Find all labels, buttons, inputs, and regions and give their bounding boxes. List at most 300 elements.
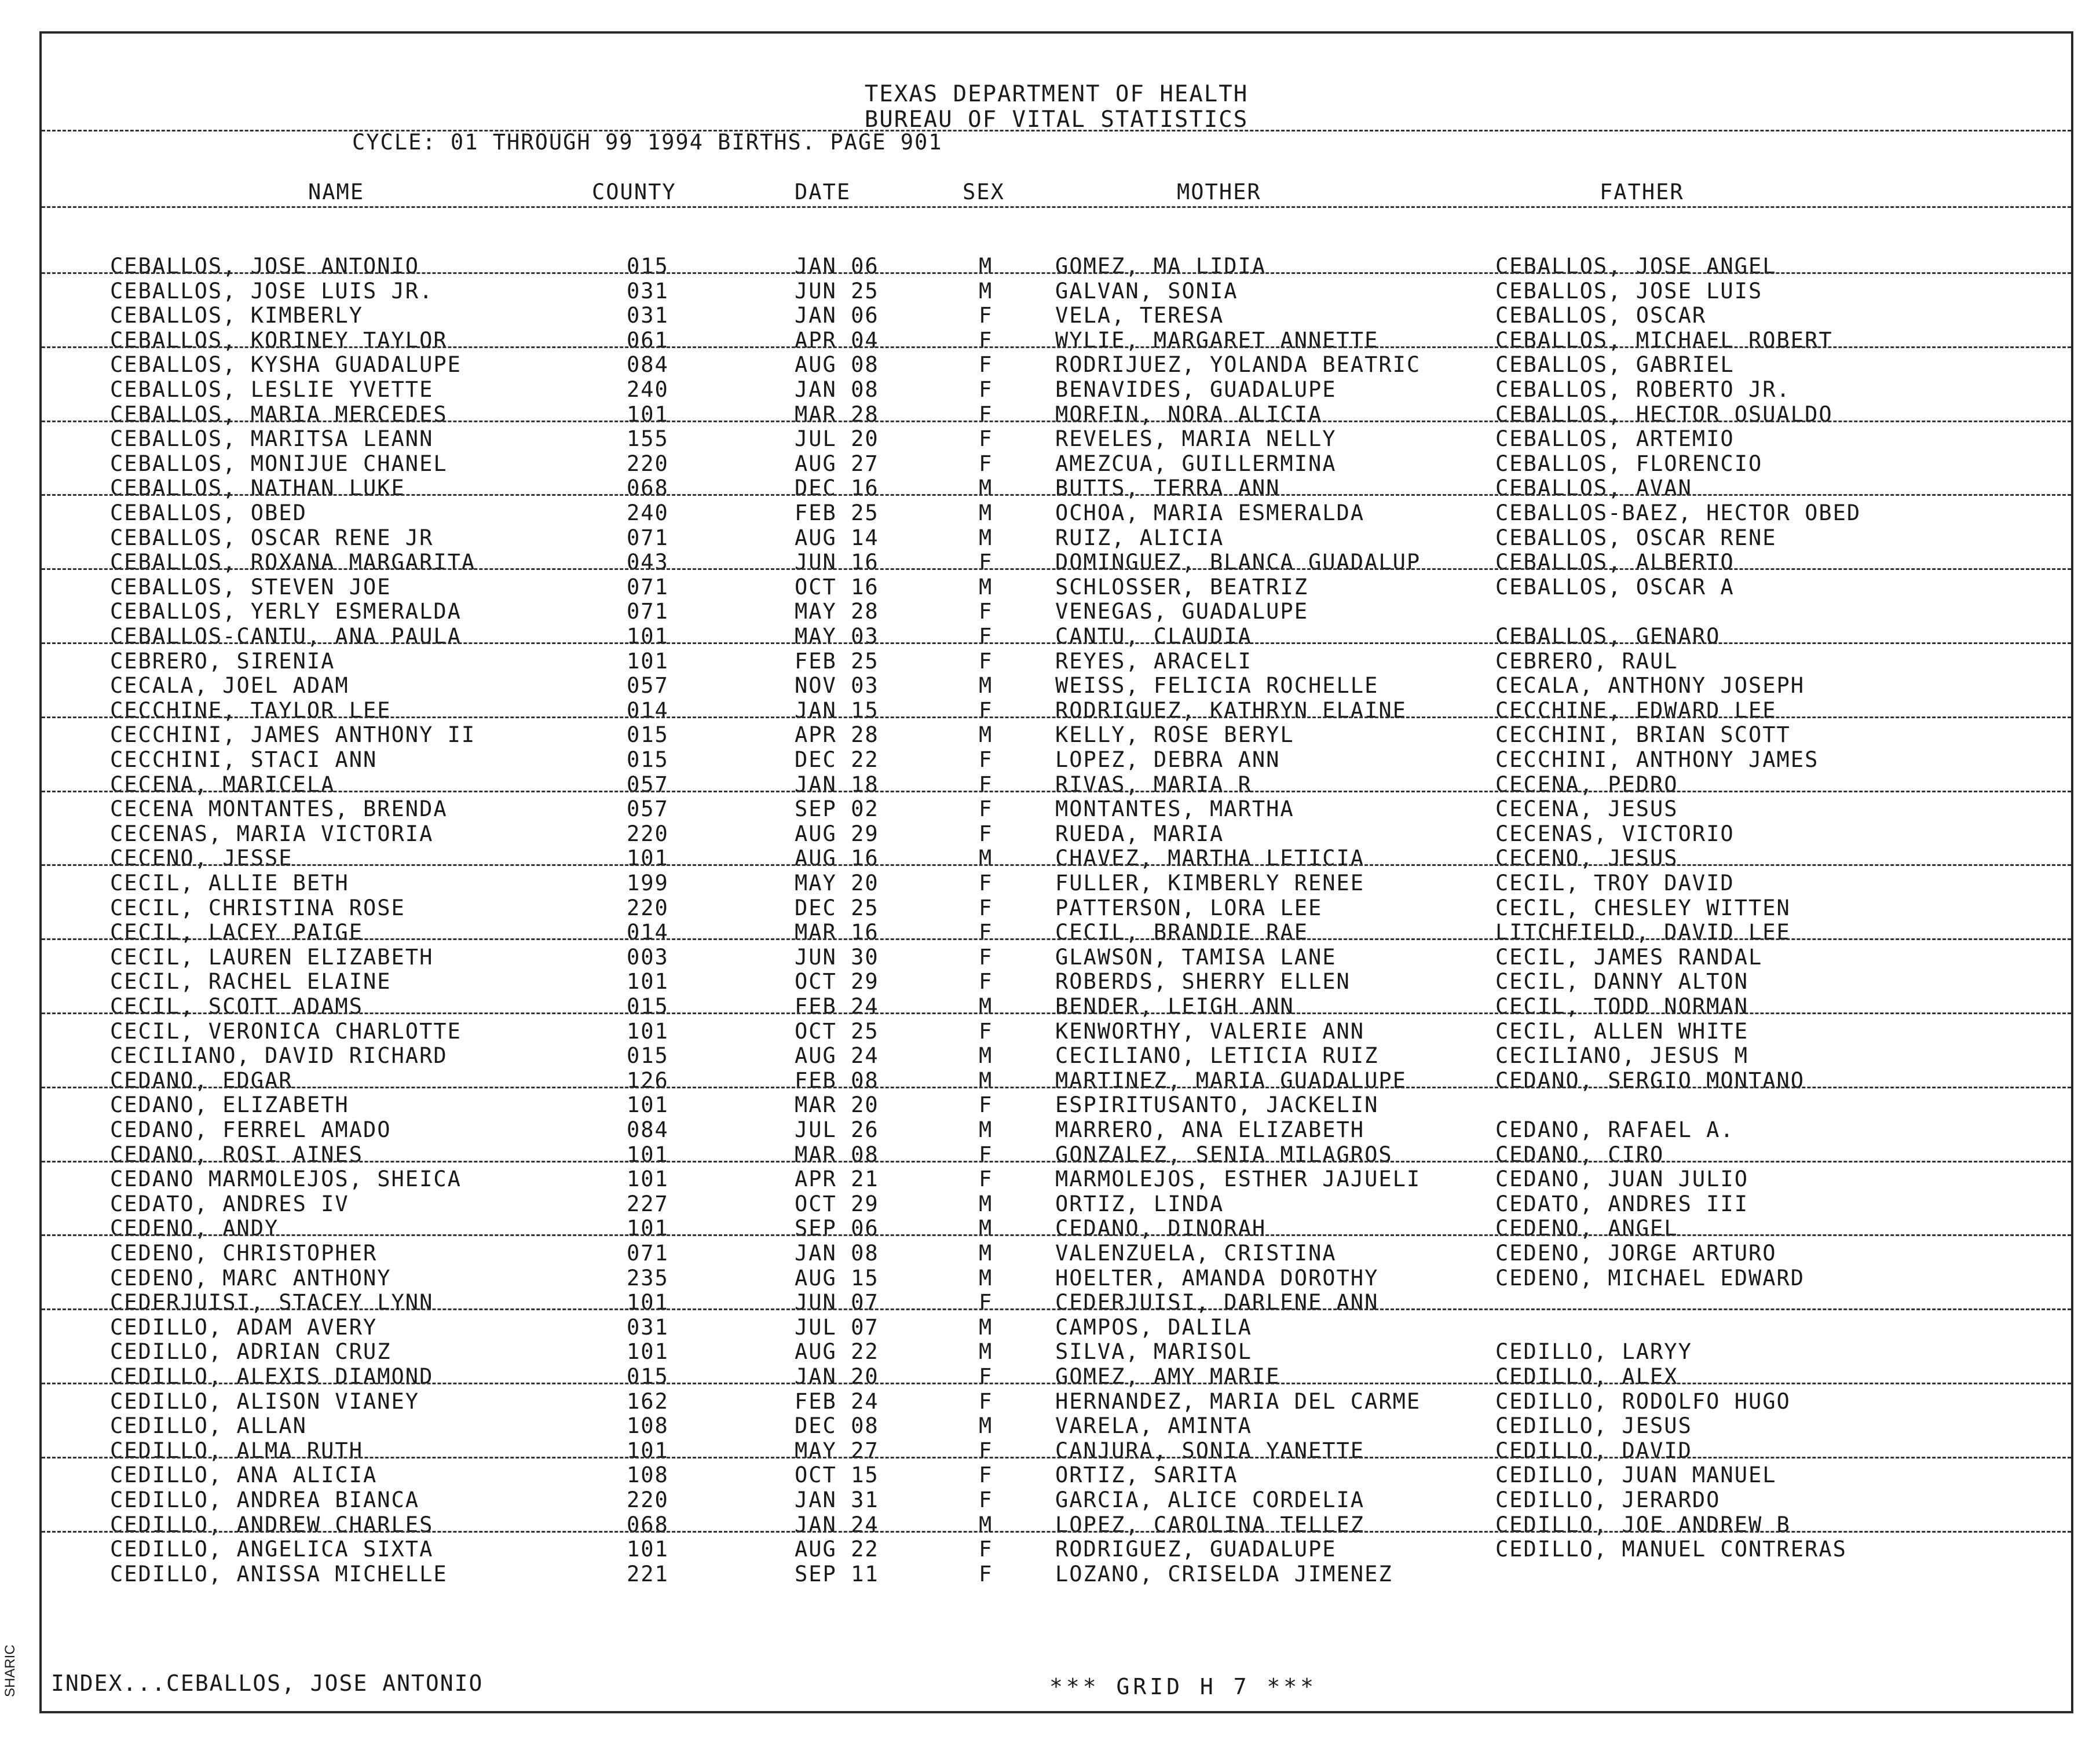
record-sex: F (979, 377, 993, 402)
row-group-divider (42, 1161, 2071, 1163)
row-group-divider (42, 642, 2071, 644)
record-date: FEB 24 (795, 994, 879, 1019)
record-mother: DOMINGUEZ, BLANCA GUADALUP (1055, 550, 1421, 575)
record-sex: F (979, 1463, 993, 1488)
row-group-divider (42, 494, 2071, 496)
record-date: AUG 14 (795, 525, 879, 550)
row-group-divider (42, 421, 2071, 422)
record-father: CEDENO, ANGEL (1495, 1216, 1678, 1241)
row-group-divider (42, 864, 2071, 866)
record-date: JUN 16 (795, 550, 879, 575)
row-group-divider (42, 272, 2071, 274)
record-name: CEBALLOS, OBED (110, 500, 307, 525)
record-date: DEC 25 (795, 895, 879, 920)
record-date: DEC 22 (795, 747, 879, 772)
record-name: CEBALLOS, LESLIE YVETTE (110, 377, 434, 402)
record-date: JUL 26 (795, 1117, 879, 1142)
record-county: 101 (627, 1290, 669, 1315)
record-name: CEDILLO, ALEXIS DIAMOND (110, 1364, 434, 1389)
record-county: 101 (627, 1092, 669, 1118)
record-father: CEDILLO, ALEX (1495, 1364, 1678, 1389)
record-county: 084 (627, 352, 669, 378)
record-mother: ORTIZ, SARITA (1055, 1463, 1238, 1488)
record-name: CEDANO MARMOLEJOS, SHEICA (110, 1167, 462, 1192)
record-father: CEDANO, SERGIO MONTANO (1495, 1068, 1805, 1093)
record-father: CEBALLOS, OSCAR A (1495, 574, 1735, 600)
record-father: CECCHINI, BRIAN SCOTT (1495, 722, 1791, 748)
record-father: CEBALLOS, OSCAR (1495, 303, 1707, 328)
record-name: CEDENO, CHRISTOPHER (110, 1241, 378, 1266)
record-father: CEDANO, RAFAEL A. (1495, 1117, 1735, 1142)
record-date: JAN 24 (795, 1512, 879, 1537)
record-mother: ROBERDS, SHERRY ELLEN (1055, 969, 1351, 995)
record-sex: F (979, 550, 993, 575)
record-date: OCT 15 (795, 1463, 879, 1488)
record-date: NOV 03 (795, 673, 879, 699)
record-county: 162 (627, 1388, 669, 1414)
record-mother: GALVAN, SONIA (1055, 278, 1238, 304)
record-name: CEDATO, ANDRES IV (110, 1191, 349, 1216)
record-date: OCT 29 (795, 969, 879, 995)
record-county: 101 (627, 846, 669, 871)
record-name: CEDILLO, ADRIAN CRUZ (110, 1339, 392, 1365)
column-header-county: COUNTY (592, 180, 676, 204)
record-date: APR 28 (795, 722, 879, 748)
record-sex: M (979, 500, 993, 525)
record-father: CEBALLOS, GABRIEL (1495, 352, 1735, 378)
record-father: LITCHFIELD, DAVID LEE (1495, 920, 1791, 945)
record-sex: F (979, 1092, 993, 1118)
record-father: CEDENO, MICHAEL EDWARD (1495, 1265, 1805, 1291)
record-sex: F (979, 1487, 993, 1512)
record-county: 101 (627, 969, 669, 995)
record-county: 199 (627, 871, 669, 895)
row-group-divider (42, 1457, 2071, 1458)
record-name: CEBALLOS, JOSE LUIS JR. (110, 278, 434, 304)
record-date: FEB 24 (795, 1388, 879, 1414)
record-father: CECIL, TODD NORMAN (1495, 994, 1748, 1019)
record-father: CECIL, TROY DAVID (1495, 871, 1735, 895)
record-sex: M (979, 1068, 993, 1093)
record-father: CEDILLO, JOE ANDREW B (1495, 1512, 1791, 1537)
record-father: CECENA, JESUS (1495, 796, 1678, 822)
record-father: CEBALLOS, MICHAEL ROBERT (1495, 327, 1833, 353)
record-sex: F (979, 871, 993, 895)
record-county: 220 (627, 451, 669, 476)
record-date: JAN 06 (795, 303, 879, 328)
record-sex: F (979, 821, 993, 846)
record-mother: WYLIE, MARGARET ANNETTE (1055, 327, 1379, 353)
record-name: CEBALLOS, MARIA MERCEDES (110, 401, 448, 427)
record-sex: M (979, 1191, 993, 1216)
record-father: CEDILLO, DAVID (1495, 1438, 1692, 1463)
record-name: CECIL, VERONICA CHARLOTTE (110, 1018, 462, 1044)
record-father: CEBALLOS, ARTEMIO (1495, 426, 1735, 452)
record-county: 126 (627, 1068, 669, 1093)
record-date: OCT 25 (795, 1018, 879, 1044)
record-sex: M (979, 254, 993, 279)
record-date: JAN 20 (795, 1364, 879, 1389)
record-county: 031 (627, 303, 669, 328)
record-county: 031 (627, 1314, 669, 1340)
record-name: CEBALLOS, KORINEY TAYLOR (110, 327, 448, 353)
record-date: FEB 25 (795, 648, 879, 674)
record-mother: RODRIGUEZ, GUADALUPE (1055, 1537, 1337, 1562)
record-sex: M (979, 1043, 993, 1069)
record-mother: VARELA, AMINTA (1055, 1413, 1252, 1439)
record-county: 235 (627, 1265, 669, 1291)
record-county: 101 (627, 1018, 669, 1044)
record-sex: F (979, 1561, 993, 1587)
record-sex: F (979, 944, 993, 970)
record-sex: M (979, 1216, 993, 1241)
report-page (39, 31, 2073, 1713)
column-header-name: NAME (308, 180, 365, 204)
record-sex: F (979, 1388, 993, 1414)
record-name: CECCHINI, JAMES ANTHONY II (110, 722, 476, 748)
record-county: 227 (627, 1191, 669, 1216)
record-date: AUG 29 (795, 821, 879, 846)
record-county: 015 (627, 254, 669, 279)
record-mother: MARTINEZ, MARIA GUADALUPE (1055, 1068, 1407, 1093)
record-sex: F (979, 895, 993, 920)
record-county: 101 (627, 648, 669, 674)
record-name: CEDILLO, ANDREA BIANCA (110, 1487, 420, 1512)
record-mother: CECILIANO, LETICIA RUIZ (1055, 1043, 1379, 1069)
column-header-mother: MOTHER (1177, 180, 1261, 204)
record-father: CEDILLO, LARYY (1495, 1339, 1692, 1365)
record-father: CEDANO, JUAN JULIO (1495, 1167, 1748, 1192)
divider (42, 206, 2071, 208)
record-sex: F (979, 599, 993, 624)
record-name: CEBALLOS, JOSE ANTONIO (110, 254, 420, 279)
record-father: CECIL, ALLEN WHITE (1495, 1018, 1748, 1044)
record-date: JUN 30 (795, 944, 879, 970)
record-county: 101 (627, 1216, 669, 1241)
record-date: OCT 29 (795, 1191, 879, 1216)
record-county: 071 (627, 1241, 669, 1266)
record-date: AUG 15 (795, 1265, 879, 1291)
record-county: 003 (627, 944, 669, 970)
cycle-line: CYCLE: 01 THROUGH 99 1994 BIRTHS. PAGE 901 (352, 130, 943, 155)
record-date: APR 04 (795, 327, 879, 353)
record-county: 014 (627, 920, 669, 945)
record-name: CEBALLOS, KIMBERLY (110, 303, 363, 328)
record-mother: CEDERJUISI, DARLENE ANN (1055, 1290, 1379, 1315)
record-mother: BENAVIDES, GUADALUPE (1055, 377, 1337, 402)
record-mother: LOZANO, CRISELDA JIMENEZ (1055, 1561, 1393, 1587)
record-sex: F (979, 327, 993, 353)
report-title: TEXAS DEPARTMENT OF HEALTH (864, 81, 1249, 107)
record-mother: HERNANDEZ, MARIA DEL CARME (1055, 1388, 1421, 1414)
record-name: CEBALLOS, NATHAN LUKE (110, 476, 405, 501)
record-name: CEDILLO, ANA ALICIA (110, 1463, 378, 1488)
record-county: 155 (627, 426, 669, 452)
record-sex: M (979, 846, 993, 871)
column-header-date: DATE (795, 180, 851, 204)
record-mother: KENWORTHY, VALERIE ANN (1055, 1018, 1365, 1044)
record-sex: F (979, 624, 993, 649)
record-name: CEBRERO, SIRENIA (110, 648, 335, 674)
row-group-divider (42, 346, 2071, 348)
record-name: CECIL, LACEY PAIGE (110, 920, 363, 945)
record-name: CEBALLOS, MONIJUE CHANEL (110, 451, 448, 476)
record-name: CEDILLO, ALMA RUTH (110, 1438, 363, 1463)
record-county: 015 (627, 1043, 669, 1069)
record-sex: M (979, 994, 993, 1019)
record-father: CEBRERO, RAUL (1495, 648, 1678, 674)
record-name: CECIL, RACHEL ELAINE (110, 969, 392, 995)
record-county: 057 (627, 796, 669, 822)
record-name: CEDILLO, ANGELICA SIXTA (110, 1537, 434, 1562)
record-date: SEP 02 (795, 796, 879, 822)
record-father: CEDATO, ANDRES III (1495, 1191, 1748, 1216)
record-date: MAY 03 (795, 624, 879, 649)
record-date: MAR 16 (795, 920, 879, 945)
row-group-divider (42, 1308, 2071, 1310)
record-county: 101 (627, 401, 669, 427)
record-father: CEDANO, CIRO (1495, 1142, 1664, 1167)
record-sex: F (979, 969, 993, 995)
record-county: 101 (627, 1142, 669, 1167)
record-date: MAY 27 (795, 1438, 879, 1463)
record-sex: F (979, 1537, 993, 1562)
record-sex: M (979, 1413, 993, 1439)
record-mother: LOPEZ, CAROLINA TELLEZ (1055, 1512, 1365, 1537)
record-mother: GONZALEZ, SENIA MILAGROS (1055, 1142, 1393, 1167)
record-date: SEP 06 (795, 1216, 879, 1241)
record-mother: OCHOA, MARIA ESMERALDA (1055, 500, 1365, 525)
record-name: CEDILLO, ALISON VIANEY (110, 1388, 420, 1414)
record-date: JAN 18 (795, 772, 879, 797)
record-father: CECIL, CHESLEY WITTEN (1495, 895, 1791, 920)
record-name: CEDANO, FERREL AMADO (110, 1117, 392, 1142)
record-name: CECALA, JOEL ADAM (110, 673, 349, 699)
record-date: AUG 22 (795, 1339, 879, 1365)
record-county: 108 (627, 1413, 669, 1439)
column-header-sex: SEX (963, 180, 1005, 204)
record-date: FEB 08 (795, 1068, 879, 1093)
row-group-divider (42, 1383, 2071, 1384)
record-date: JAN 31 (795, 1487, 879, 1512)
record-father: CEDILLO, JUAN MANUEL (1495, 1463, 1777, 1488)
record-sex: F (979, 1142, 993, 1167)
row-group-divider (42, 1234, 2071, 1236)
record-sex: F (979, 697, 993, 723)
record-sex: F (979, 772, 993, 797)
record-name: CECENA MONTANTES, BRENDA (110, 796, 448, 822)
record-date: DEC 08 (795, 1413, 879, 1439)
record-sex: M (979, 1117, 993, 1142)
record-date: FEB 25 (795, 500, 879, 525)
record-county: 220 (627, 1487, 669, 1512)
record-county: 101 (627, 624, 669, 649)
record-name: CECILIANO, DAVID RICHARD (110, 1043, 448, 1069)
record-mother: GOMEZ, AMY MARIE (1055, 1364, 1281, 1389)
record-name: CECENAS, MARIA VICTORIA (110, 821, 434, 846)
record-county: 031 (627, 278, 669, 304)
record-county: 057 (627, 673, 669, 699)
record-name: CEBALLOS, STEVEN JOE (110, 574, 392, 600)
record-county: 108 (627, 1463, 669, 1488)
record-date: AUG 08 (795, 352, 879, 378)
record-county: 221 (627, 1561, 669, 1587)
record-sex: M (979, 1265, 993, 1291)
record-sex: F (979, 1290, 993, 1315)
record-county: 240 (627, 377, 669, 402)
record-name: CEBALLOS, YERLY ESMERALDA (110, 599, 462, 624)
record-father: CECENO, JESUS (1495, 846, 1678, 871)
record-name: CECENO, JESSE (110, 846, 293, 871)
record-county: 220 (627, 821, 669, 846)
record-mother: PATTERSON, LORA LEE (1055, 895, 1323, 920)
record-mother: AMEZCUA, GUILLERMINA (1055, 451, 1337, 476)
record-father: CECENA, PEDRO (1495, 772, 1678, 797)
row-group-divider (42, 1087, 2071, 1088)
record-mother: CHAVEZ, MARTHA LETICIA (1055, 846, 1365, 871)
record-mother: REYES, ARACELI (1055, 648, 1252, 674)
record-father: CECIL, DANNY ALTON (1495, 969, 1748, 995)
record-mother: VALENZUELA, CRISTINA (1055, 1241, 1337, 1266)
record-mother: KELLY, ROSE BERYL (1055, 722, 1294, 748)
row-group-divider (42, 568, 2071, 570)
record-date: JAN 08 (795, 377, 879, 402)
record-mother: REVELES, MARIA NELLY (1055, 426, 1337, 452)
record-sex: F (979, 1438, 993, 1463)
record-sex: M (979, 673, 993, 699)
row-group-divider (42, 938, 2071, 940)
record-name: CECENA, MARICELA (110, 772, 335, 797)
record-mother: BUTTS, TERRA ANN (1055, 476, 1281, 501)
record-father: CEDILLO, JESUS (1495, 1413, 1692, 1439)
record-mother: GARCIA, ALICE CORDELIA (1055, 1487, 1365, 1512)
record-county: 101 (627, 1167, 669, 1192)
record-father: CEBALLOS, ALBERTO (1495, 550, 1735, 575)
record-date: JUL 20 (795, 426, 879, 452)
record-date: JUL 07 (795, 1314, 879, 1340)
record-mother: ESPIRITUSANTO, JACKELIN (1055, 1092, 1379, 1118)
record-name: CEDENO, MARC ANTHONY (110, 1265, 392, 1291)
record-sex: M (979, 1339, 993, 1365)
record-sex: M (979, 1314, 993, 1340)
record-date: JAN 15 (795, 697, 879, 723)
record-father: CEBALLOS, ROBERTO JR. (1495, 377, 1791, 402)
column-header-father: FATHER (1600, 180, 1684, 204)
record-date: MAY 20 (795, 871, 879, 895)
record-mother: RIVAS, MARIA R (1055, 772, 1252, 797)
record-mother: CAMPOS, DALILA (1055, 1314, 1252, 1340)
record-father: CEDENO, JORGE ARTURO (1495, 1241, 1777, 1266)
row-group-divider (42, 717, 2071, 718)
record-mother: LOPEZ, DEBRA ANN (1055, 747, 1281, 772)
record-name: CEBALLOS, OSCAR RENE JR (110, 525, 434, 550)
record-father: CEBALLOS, HECTOR OSUALDO (1495, 401, 1833, 427)
record-mother: MARMOLEJOS, ESTHER JAJUELI (1055, 1167, 1421, 1192)
record-date: JUN 07 (795, 1290, 879, 1315)
record-sex: F (979, 451, 993, 476)
record-mother: HOELTER, AMANDA DOROTHY (1055, 1265, 1379, 1291)
record-county: 015 (627, 994, 669, 1019)
record-sex: F (979, 401, 993, 427)
record-date: JAN 08 (795, 1241, 879, 1266)
record-name: CEDILLO, ANISSA MICHELLE (110, 1561, 448, 1587)
record-father: CEBALLOS, OSCAR RENE (1495, 525, 1777, 550)
record-name: CECIL, CHRISTINA ROSE (110, 895, 405, 920)
record-mother: SILVA, MARISOL (1055, 1339, 1252, 1365)
record-name: CEDILLO, ADAM AVERY (110, 1314, 378, 1340)
record-sex: F (979, 648, 993, 674)
record-mother: VENEGAS, GUADALUPE (1055, 599, 1308, 624)
divider (42, 130, 2071, 131)
record-name: CEDILLO, ANDREW CHARLES (110, 1512, 434, 1537)
footer-index: INDEX...CEBALLOS, JOSE ANTONIO (51, 1670, 484, 1696)
record-date: AUG 22 (795, 1537, 879, 1562)
record-mother: MONTANTES, MARTHA (1055, 796, 1294, 822)
record-mother: SCHLOSSER, BEATRIZ (1055, 574, 1308, 600)
record-sex: M (979, 722, 993, 748)
record-mother: CECIL, BRANDIE RAE (1055, 920, 1308, 945)
record-mother: FULLER, KIMBERLY RENEE (1055, 871, 1365, 895)
record-county: 220 (627, 895, 669, 920)
record-county: 071 (627, 525, 669, 550)
record-father: CEBALLOS, GENARO (1495, 624, 1721, 649)
record-name: CEDILLO, ALLAN (110, 1413, 307, 1439)
record-father: CEDILLO, JERARDO (1495, 1487, 1721, 1512)
record-sex: F (979, 796, 993, 822)
record-county: 068 (627, 1512, 669, 1537)
record-mother: RUEDA, MARIA (1055, 821, 1224, 846)
record-father: CEBALLOS, AVAN (1495, 476, 1692, 501)
record-sex: F (979, 1018, 993, 1044)
record-mother: WEISS, FELICIA ROCHELLE (1055, 673, 1379, 699)
record-date: MAR 08 (795, 1142, 879, 1167)
record-sex: F (979, 920, 993, 945)
record-date: JAN 06 (795, 254, 879, 279)
record-county: 015 (627, 722, 669, 748)
record-mother: GOMEZ, MA LIDIA (1055, 254, 1267, 279)
record-mother: GLAWSON, TAMISA LANE (1055, 944, 1337, 970)
record-date: MAR 28 (795, 401, 879, 427)
record-sex: F (979, 426, 993, 452)
record-date: AUG 16 (795, 846, 879, 871)
record-mother: VELA, TERESA (1055, 303, 1224, 328)
record-mother: MARRERO, ANA ELIZABETH (1055, 1117, 1365, 1142)
record-date: APR 21 (795, 1167, 879, 1192)
record-sex: F (979, 747, 993, 772)
report-subtitle: BUREAU OF VITAL STATISTICS (864, 107, 1249, 133)
record-sex: M (979, 1241, 993, 1266)
record-name: CEDANO, ROSI AINES (110, 1142, 363, 1167)
record-name: CECCHINI, STACI ANN (110, 747, 378, 772)
record-county: 015 (627, 747, 669, 772)
record-father: CECIL, JAMES RANDAL (1495, 944, 1763, 970)
record-father: CEBALLOS, JOSE ANGEL (1495, 254, 1777, 279)
record-mother: CEDANO, DINORAH (1055, 1216, 1267, 1241)
record-date: MAY 28 (795, 599, 879, 624)
record-name: CEBALLOS, KYSHA GUADALUPE (110, 352, 462, 378)
record-mother: CANJURA, SONIA YANETTE (1055, 1438, 1365, 1463)
record-father: CEBALLOS, JOSE LUIS (1495, 278, 1763, 304)
record-name: CECIL, LAUREN ELIZABETH (110, 944, 434, 970)
record-mother: RUIZ, ALICIA (1055, 525, 1224, 550)
record-county: 014 (627, 697, 669, 723)
footer-grid: *** GRID H 7 *** (1049, 1674, 1318, 1699)
record-county: 240 (627, 500, 669, 525)
record-county: 057 (627, 772, 669, 797)
record-date: JUN 25 (795, 278, 879, 304)
record-date: MAR 20 (795, 1092, 879, 1118)
record-name: CEDANO, EDGAR (110, 1068, 293, 1093)
